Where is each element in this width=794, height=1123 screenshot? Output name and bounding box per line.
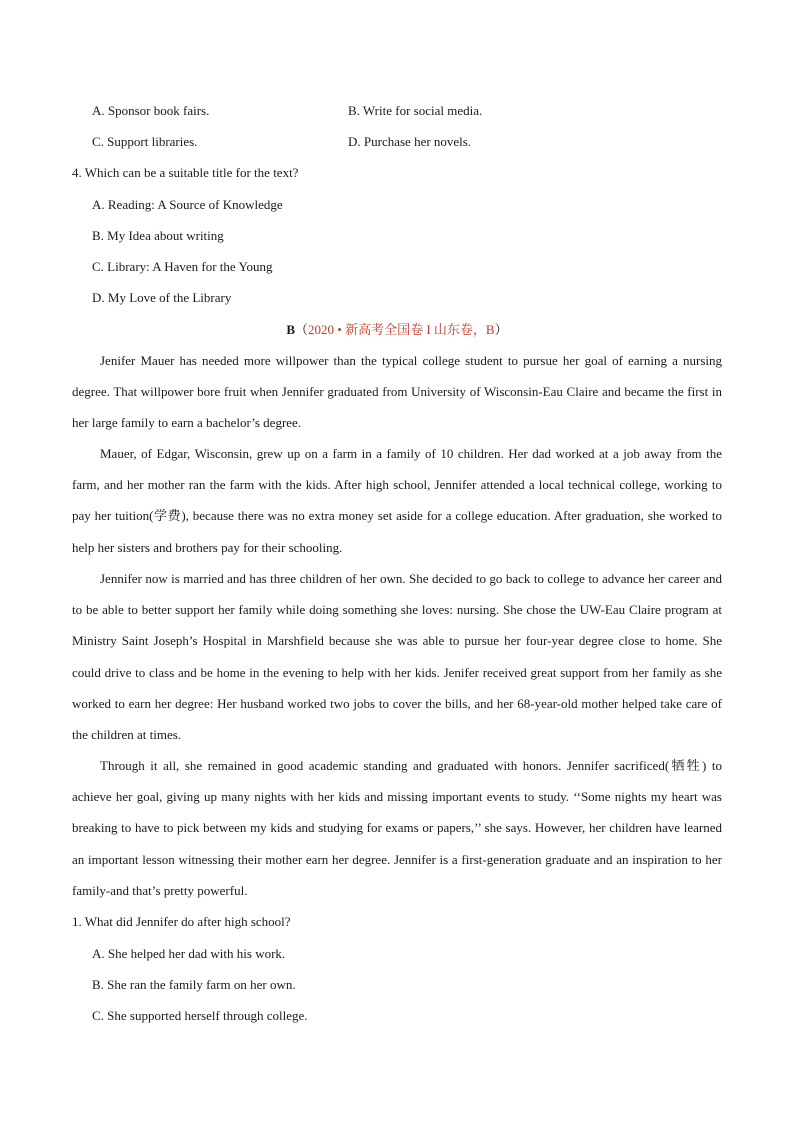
prev-option-b[interactable]: B. Write for social media. (348, 103, 483, 118)
passage-paragraph-1: Jenifer Mauer has needed more willpower than the typical college student to pursue her goal of earning a nursing degree. That willpower bore fruit when Jennifer graduated from University of Wisconsin-Eau Claire and became the first in her large family to earn a bachelor’s degree. (72, 353, 722, 431)
section-paren-open: （ (295, 322, 309, 337)
question-4-option-d[interactable]: D. My Love of the Library (92, 290, 232, 305)
question-1-option-a[interactable]: A. She helped her dad with his work. (92, 946, 286, 961)
prev-option-d[interactable]: D. Purchase her novels. (348, 134, 472, 149)
question-4-option-a[interactable]: A. Reading: A Source of Knowledge (92, 197, 283, 212)
section-heading (0, 322, 794, 338)
question-4-option-c[interactable]: C. Library: A Haven for the Young (92, 259, 273, 274)
section-paren-close: ） (494, 322, 508, 337)
prev-option-c[interactable]: C. Support libraries. (92, 134, 198, 149)
question-4-option-b[interactable]: B. My Idea about writing (92, 228, 224, 243)
question-1-option-c[interactable]: C. She supported herself through college. (92, 1008, 308, 1023)
prev-option-a[interactable]: A. Sponsor book fairs. (92, 103, 210, 118)
question-1-option-b[interactable]: B. She ran the family farm on her own. (92, 977, 296, 992)
passage-paragraph-3: Jennifer now is married and has three children of her own. She decided to go back to college to advance her career and to be able to better support her family while doing something she loves: nursing. She chose the UW-Eau Claire program at Ministry Saint Joseph’s Hospital in Marshfield because she was able to pursue her four-year degree close to home. She could drive to class and be home in the evening to help with her kids. Jenifer received great support from her family as she worked to earn her degree: Her husband worked two jobs to cover the bills, and her 68-year-old mother helped take care of the children at times. (72, 571, 722, 743)
question-4-stem: 4. Which can be a suitable title for the text? (72, 165, 299, 180)
passage-paragraph-2: Mauer, of Edgar, Wisconsin, grew up on a farm in a family of 10 children. Her dad worked at a job away from the farm, and her mother ran the farm with the kids. After high school, Jennifer attended a local technical college, working to pay her tuition(学费), because there was no extra money set aside for a college education. After graduation, she worked to help her sisters and brothers pay for their schooling. (72, 446, 722, 555)
question-1-stem: 1. What did Jennifer do after high school? (72, 914, 291, 929)
passage-paragraph-4: Through it all, she remained in good academic standing and graduated with honors. Jennifer sacrificed(牺牲) to achieve her goal, giving up many nights with her kids and missing important events to study. ‘‘Some nights my heart was breaking to have to pick between my kids and studying for exams or papers,’’ she says. However, her children have learned an important lesson witnessing their mother earn her degree. Jennifer is a first-generation graduate and an inspiration to her family-and that’s pretty powerful. (72, 758, 722, 898)
section-source: 2020 • 新高考全国卷 I 山东卷，B (308, 322, 495, 337)
section-letter: B (286, 322, 296, 337)
